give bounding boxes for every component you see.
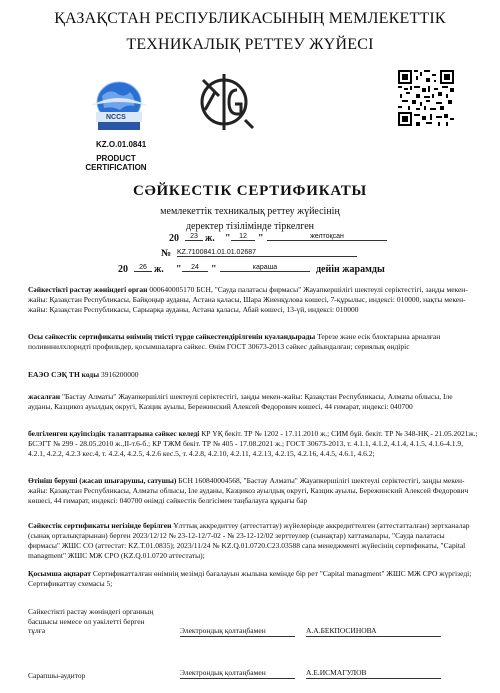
reg-year-prefix: 20: [169, 233, 179, 244]
head-signatory-label: [28, 607, 178, 636]
basis-text: Ұлттық аккредиттеу (аттестаттау) жүйелерінде аккредиттелген (аттестатталған) зертханалар (сынақ орталықтарынан) берген 2023/12/12 № 23-12-12/7-02 - № 23-12-12/02 зерттеулер (сынақтар) хаттамалары, "Сауда палатасы фирмасы" ЖШС СО (аттестат: KZ.T.01.0835); 2023/11/24 № KZ.Q.01.0720.C23.03588 сапа менеджменті жүйесінің сертификаты, "Capital managment" ЖШС МЖ СРО (KZ.Q.01.0720 аттестаты);: [28, 521, 470, 560]
head-name: А.А.БЕКПОСИНОВА: [306, 626, 441, 637]
reg-year-suffix: 23: [185, 233, 203, 241]
registration-date-row: 20 23 ж. " 12 " желтоқсан: [169, 233, 419, 247]
validity-row: 20 26 ж. " 24 " караша дейін жарамды: [118, 264, 385, 275]
tnved-label: ЕАЭО СЭҚ ТН коды: [28, 370, 100, 379]
registry-code: KZ.O.01.0841: [96, 140, 147, 149]
header-line-1: ҚАЗАҚСТАН РЕСПУБЛИКАСЫНЫҢ МЕМЛЕКЕТТІК: [54, 10, 446, 27]
basis-paragraph: [28, 521, 478, 561]
head-label-line-1: Сәйкестікті растау жөніндегі органның: [28, 607, 154, 616]
product-paragraph: [28, 332, 478, 352]
valid-year-word: ж.: [154, 264, 164, 275]
product-certification-label: [80, 154, 152, 172]
head-signature: Электрондық қолтаңбамен: [180, 626, 295, 637]
maker-paragraph: [28, 392, 478, 412]
certificate-subtitle-2: деректер тізіліміндe тіркелген: [185, 221, 315, 232]
kz-conformity-mark: [189, 70, 259, 134]
applicant-text: БСН 160840004568, "Бастау Алматы" Жауапкершілігі шектеулі серіктестігі, заңды мекен-жайы: Қазақстан Республикасы, Алматы облысы, Іле ауданы, Казцикоз ауылдық округі, Казцик ауылы, Бережинский Алексей Федорович көшесі, 44 ғимарат, индексі: 040700 өнімді сәйкестік белгісімен таңбалауға құқығы бар: [28, 476, 469, 505]
nccs-logo: [84, 76, 154, 136]
valid-year-prefix: 20: [118, 264, 128, 275]
maker-label: жасалған: [28, 392, 61, 401]
extra-info-text: Сертификатталған өнімнің мезімді бағалауын жылына кемінде бір рет "Capital managment" ЖШС МЖ СРО жүргізеді; Сертификаттау схемасы 5;: [28, 569, 472, 588]
qr-code: [398, 70, 454, 126]
product-certification-line-1: PRODUCT: [96, 154, 136, 163]
valid-day: 24: [182, 264, 208, 272]
product-label: Осы сәйкестік сертификаты өнімнің тиісті түрде сәйкестендірілгенін куәландырады: [28, 332, 316, 341]
registration-number-row: [161, 248, 411, 262]
reg-number-sign: №: [161, 248, 172, 259]
nccs-logo-text: NCCS: [106, 114, 126, 121]
applicant-paragraph: [28, 476, 478, 506]
extra-info-paragraph: [28, 569, 478, 589]
head-label-line-3: тұлға: [28, 626, 46, 635]
valid-until-text: дейін жарамды: [316, 264, 385, 275]
requirements-label: белгіленген қауіпсіздік талаптарына сәйкес келеді: [28, 429, 200, 438]
valid-month: караша: [220, 264, 310, 272]
issuer-label: Сәйкестікті растау жөніндегі орган: [28, 285, 148, 294]
extra-info-label: Қосымша ақпарат: [28, 569, 91, 578]
issuer-text: 000640005170 БСН, "Сауда палатасы фирмасы" Жауапкершілігі шектеулі серіктестігі, заңды мекен-жайы: Қазақстан Республикасы, Байқоңыр ауданы, Астана қаласы, Шара Жиенқұлова көшесі, 7-құрылыс, индексі: 010000, нақты мекен-жайы: Қазақстан Республикасы, Сарыарқа ауданы, Астана қаласы, Абай көшесі, 13-үй, индексі: 010000: [28, 285, 468, 314]
valid-year-suffix: 26: [134, 264, 152, 272]
head-label-line-2: басшысы немесе ол уәкілетті берген: [28, 616, 145, 626]
maker-text: "Бастау Алматы" Жауапкершілігі шектеулі серіктестігі, заңды мекен-жайы: Қазақстан Республикасы, Алматы облысы, Іле ауданы, Казцикоз ауылдық округі, Казцик ауылы, Бережинский Алексей Федорович көшесі, 44 ғимарат, индексі: 040700: [28, 392, 453, 411]
expert-signature: Электрондық қолтаңбамен: [180, 668, 295, 679]
reg-day: 12: [231, 233, 255, 241]
tnved-value: 3916200000: [99, 370, 139, 379]
product-text: Терезе және есік блоктарына арналған поливинилхлоридті профильдер, қосымшаларға сәйкес. Өнім ГОСТ 30673-2013 сәйкес дайындалған; сериялық өндіріс: [28, 332, 441, 351]
tnved-paragraph: [28, 370, 478, 380]
issuer-paragraph: [28, 285, 478, 315]
certificate-title: СӘЙКЕСТІК СЕРТИФИКАТЫ: [132, 183, 368, 199]
reg-number: KZ.7100841.01.01.02687: [177, 249, 357, 257]
basis-label: Сәйкестік сертификаты негізінде берілген: [28, 521, 172, 530]
product-certification-line-2: CERTIFICATION: [85, 163, 147, 173]
reg-month: желтоқсан: [267, 233, 387, 241]
header-line-2: ТЕХНИКАЛЫҚ РЕТТЕУ ЖҮЙЕСІ: [126, 36, 374, 53]
expert-label: Сарапшы-аудитор: [28, 671, 86, 680]
certificate-subtitle-1: мемлекеттік техникалық реттеу жүйесінің: [160, 206, 340, 217]
requirements-text: КР ҮҚ бекіт. ТР № 1202 - 17.11.2010 ж.; СИМ бұй. бекіт. ТР № 348-НҚ - 21.05.2021ж.; БСЭГТ № 299 - 28.05.2010 ж.,ІІ-т.6-б.; КР ТЖМ бекіт. ТР № 405 - 17.08.2021 ж.; ГОСТ 30673-2013, т. 4.1.1, 4.1.2, 4.1.4, 4.1.5, 4.1.6-4.1.9, 4.2.1, 4.2.2, 4.2.3 кес.4, т. 4.2.4, 4.2.5, 4.2.6 кес.5, т. 4.2.8, 4.2.10, 4.2.11, 4.2.13, 4.2.15, 4.2.16, 4.4.5, 4.6.1, 4.6.2;: [28, 429, 478, 458]
reg-year-word: ж.: [205, 233, 215, 244]
applicant-label: Өтініш беруші (жасап шығарушы, сатушы): [28, 476, 177, 485]
requirements-paragraph: [28, 429, 478, 459]
expert-name: А.Е.ИСМАГУЛОВ: [306, 668, 441, 679]
